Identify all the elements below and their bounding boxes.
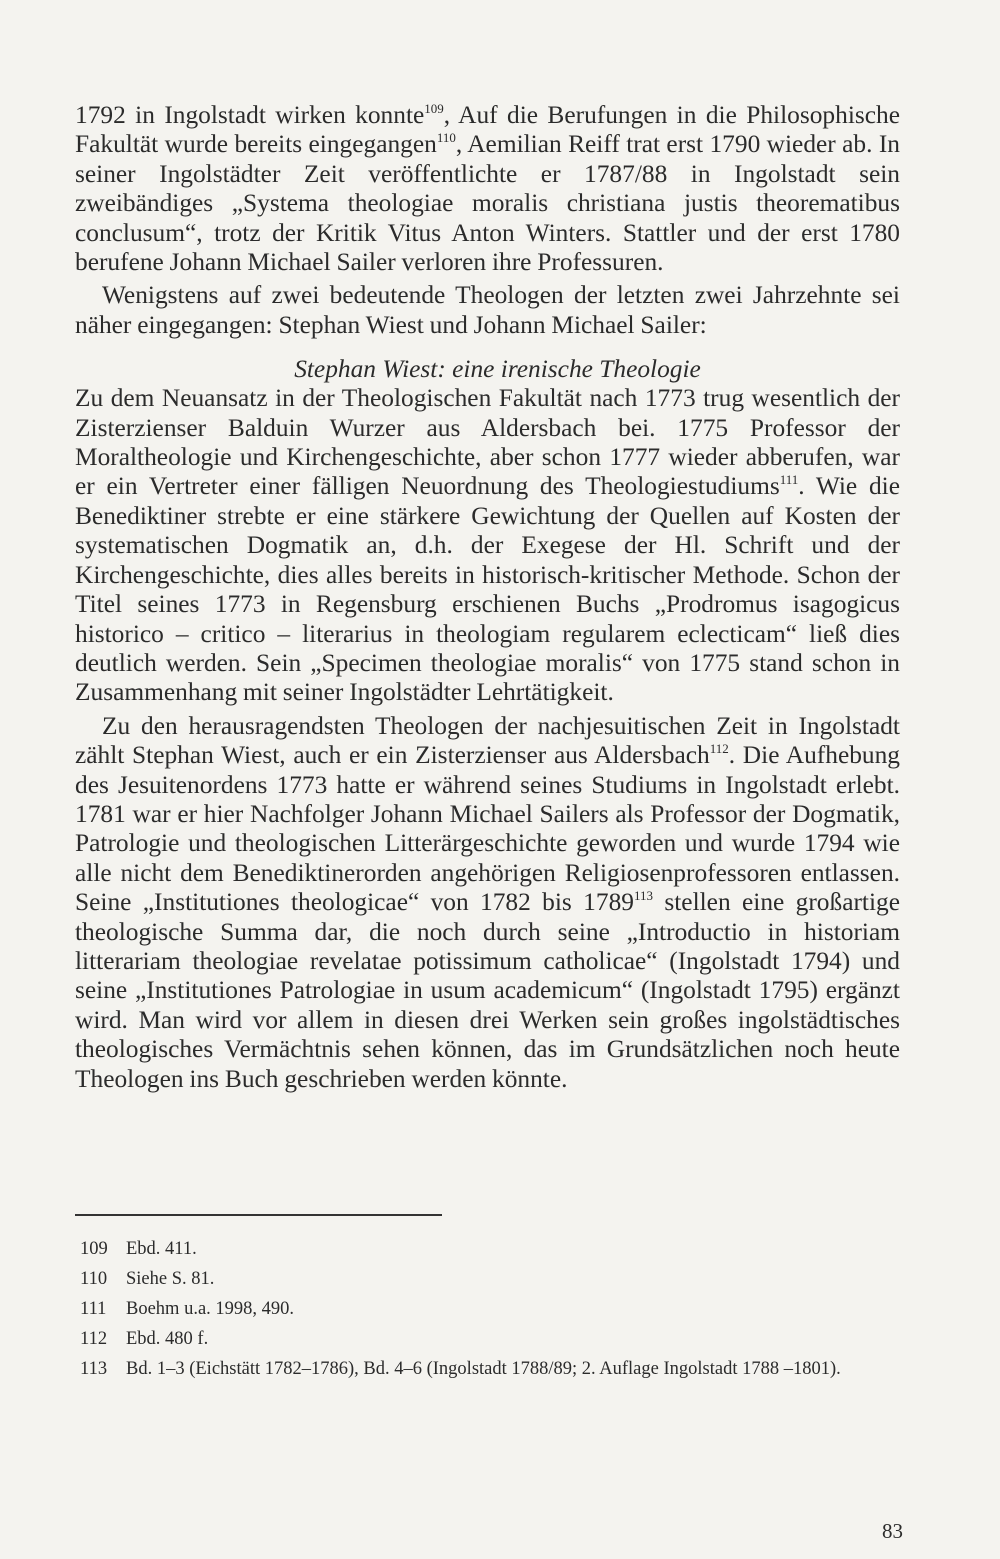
footnote-text: Bd. 1–3 (Eichstätt 1782–1786), Bd. 4–6 (Ingolstadt 1788/89; 2. Auflage Ingolstadt 1788 –1801). [126,1359,841,1379]
paragraph [75,281,900,340]
footnote-reference[interactable]: 111 [779,472,799,488]
footnote [80,1237,900,1261]
footnote-text: Siehe S. 81. [126,1269,215,1289]
text-run: Zu den herausragendsten Theologen der nachjesuitischen Zeit in Ingolstadt zählt Stephan Wiest, auch er ein Zisterzienser aus Aldersbach [75,711,900,770]
footnote-text: Ebd. 411. [126,1239,197,1259]
text-run: . Wie die Benediktiner strebte er eine stärkere Gewichtung der Quellen auf Kosten der systematischen Dogmatik an, d.h. der Exegese der Hl. Schrift und der Kirchengeschichte, dies alles bereits in historisch-kritischer Methode. Schon der Titel seines 1773 in Regensburg erschienen Buchs „Prodromus isagogicus historico – critico – literarius in theologiam regularem eclecticam“ ließ dies deutlich werden. Sein „Specimen theologiae moralis“ von 1775 stand schon in Zusammenhang mit seiner Ingolstädter Lehrtätigkeit. [75,472,900,707]
footnote [80,1267,900,1291]
text-run: , Auf die Berufungen in die Philosophische Fakultät wurde bereits eingegangen [75,101,900,159]
paragraph [75,384,900,707]
footnotes [80,1237,900,1387]
footnote-reference[interactable]: 113 [633,888,653,904]
page-number: 83 [882,1519,903,1543]
text-run: stellen eine großartige theologische Summa dar, die noch durch seine „Introductio in historiam litterariam theologiae revelatae potissimum catholicae“ (Ingolstadt 1794) und seine „Institutiones Patrologiae in usum academicum“ (Ingolstadt 1795) ergänzt wird. Man wird vor allem in diesen drei Werken sein großes ingolstädtisches theologisches Vermächtnis sehen können, das im Grundsätzlichen noch heute Theologen ins Buch geschrieben werden könnte. [75,888,900,1093]
footnote-number: 113 [80,1359,108,1379]
footnote-number: 112 [80,1329,108,1349]
paragraph [75,712,900,1094]
footnote-text: Ebd. 480 f. [126,1329,209,1349]
footnote-reference[interactable]: 109 [424,101,444,116]
text-run: . Die Aufhebung des Jesuitenordens 1773 hatte er während seines Studiums in Ingolstadt erlebt. 1781 war er hier Nachfolger Johann Michael Sailers als Professor der Dogmatik, Patrologie und theologischen Litterärgeschichte geworden und wurde 1794 wie alle nicht dem Benediktinerorden angehörigen Religiosenprofessoren entlassen. Seine „Institutiones theologicae“ von 1782 bis 1789 [75,741,900,917]
paragraph [75,101,900,277]
footnote-separator [75,1214,442,1216]
footnote-number: 109 [80,1239,108,1259]
section-heading: Stephan Wiest: eine irenische Theologie [294,355,701,384]
footnote-text: Boehm u.a. 1998, 490. [126,1299,295,1319]
footnote [80,1327,900,1351]
main-text [75,101,900,1094]
footnote-number: 111 [80,1299,107,1319]
footnote-reference[interactable]: 110 [436,130,456,146]
footnote [80,1297,900,1321]
text-run: Zu dem Neuansatz in der Theologischen Fakultät nach 1773 trug wesentlich der Zisterzienser Balduin Wurzer aus Aldersbach bei. 1775 Professor der Moraltheologie und Kirchengeschichte, aber schon 1777 wieder abberufen, war er ein Vertreter einer fälligen Neuordnung des Theologiestudiums [75,384,900,501]
footnote-number: 110 [80,1269,108,1289]
footnote [80,1357,900,1381]
text-run: , Aemilian Reiff trat erst 1790 wieder ab. In seiner Ingolstädter Zeit veröffentlichte er 1787/88 in Ingolstadt sein zweibändiges „Systema theologiae moralis christiana justis theorematibus conclusum“, trotz der Kritik Vitus Anton Winters. Stattler und der erst 1780 berufene Johann Michael Sailer verloren ihre Professuren. [75,130,900,277]
text-run: 1792 in Ingolstadt wirken konnte [75,101,425,129]
text-run: Wenigstens auf zwei bedeutende Theologen der letzten zwei Jahrzehnte sei näher eingegangen: Stephan Wiest und Johann Michael Sailer: [75,281,900,339]
footnote-reference[interactable]: 112 [709,741,729,757]
